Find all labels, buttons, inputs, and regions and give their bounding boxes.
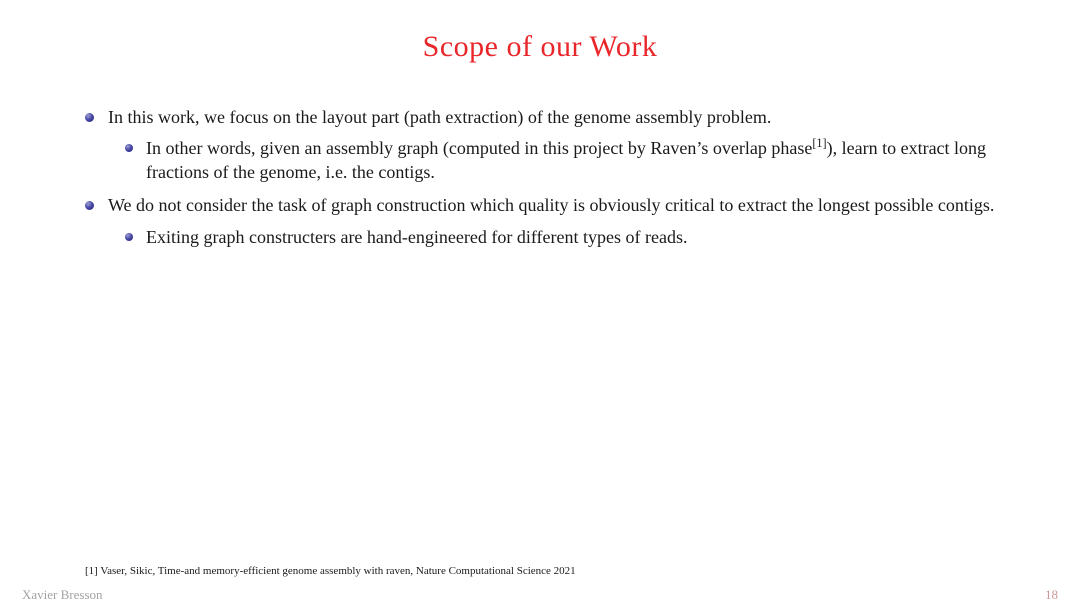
list-item <box>85 106 1020 129</box>
bullet-ball-icon <box>85 201 94 210</box>
bullet-text <box>146 137 1020 184</box>
footer-author: Xavier Bresson <box>22 587 103 602</box>
bullet-text <box>108 194 994 217</box>
footnote: [1] Vaser, Sikic, Time-and memory-efficient genome assembly with raven, Nature Computational Science 2021 <box>85 565 576 577</box>
bullet-text-pre: In this work, we focus on the layout part (path extraction) of the genome assembly problem. <box>108 107 772 127</box>
bullet-text <box>108 106 771 129</box>
bullet-text-pre: Exiting graph constructers are hand-engineered for different types of reads. <box>146 226 688 247</box>
list-item <box>85 194 1020 217</box>
footer-page-number: 18 <box>1045 587 1058 602</box>
bullet-ball-icon <box>125 233 133 241</box>
slide-title: Scope of our Work <box>422 30 658 63</box>
bullet-text-pre: In other words, given an assembly graph (computed in this project by Raven’s overlap phase <box>146 138 813 159</box>
bullet-text-pre: We do not consider the task of graph construction which quality is obviously critical to extract the longest possible contigs. <box>108 195 995 216</box>
citation-superscript: [1] <box>812 136 827 151</box>
list-item <box>125 226 1020 249</box>
slide-footer <box>0 587 1080 603</box>
bullet-text <box>146 226 687 249</box>
slide-body <box>0 106 1080 249</box>
bullet-ball-icon <box>85 113 94 122</box>
bullet-text-post: ), learn to extract long fractions of the genome, i.e. the contigs. <box>146 138 987 182</box>
bullet-ball-icon <box>125 144 133 152</box>
list-item <box>125 137 1020 184</box>
